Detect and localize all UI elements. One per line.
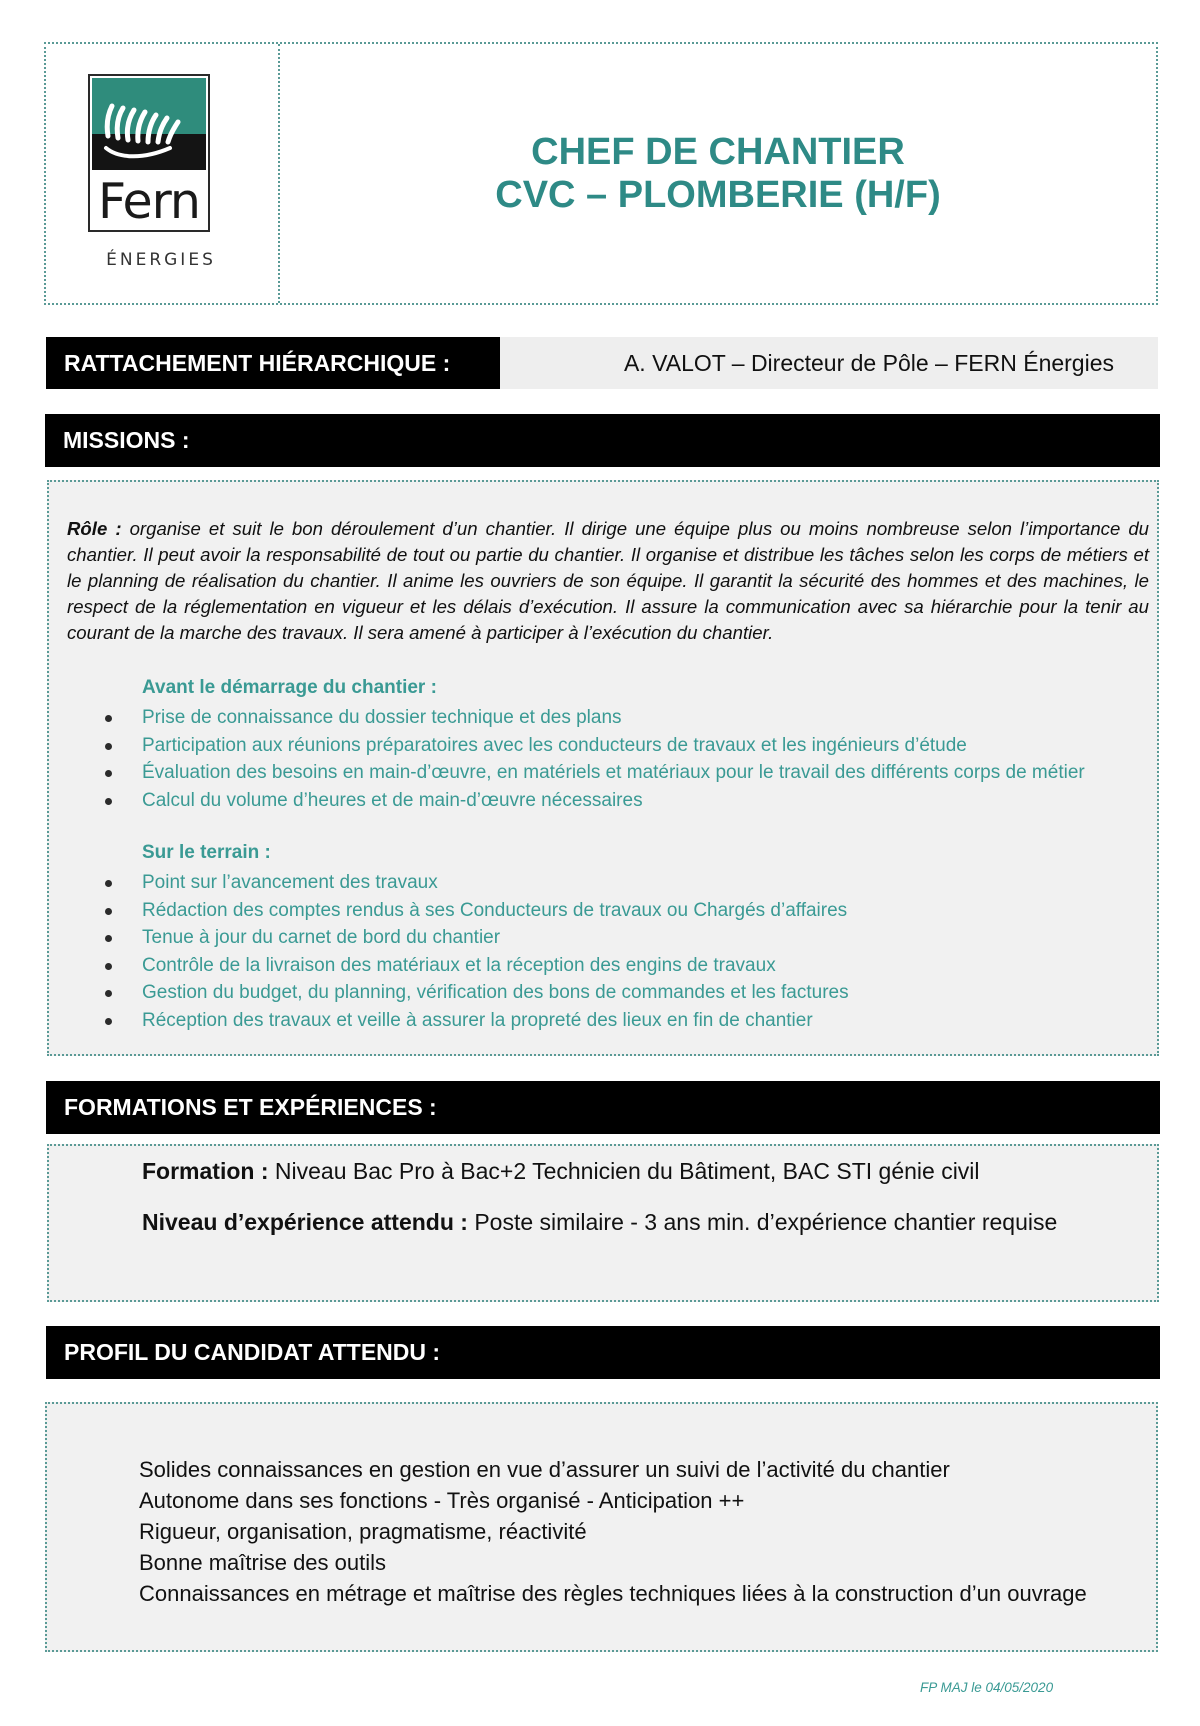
- list-item: Réception des travaux et veille à assurer la propreté des lieux en fin de chantier: [105, 1007, 849, 1035]
- list-item: Calcul du volume d’heures et de main-d’œuvre nécessaires: [105, 787, 1085, 815]
- list-item: Prise de connaissance du dossier technique et des plans: [105, 704, 1085, 732]
- avant-title: Avant le démarrage du chantier :: [142, 677, 437, 698]
- avant-list: [105, 704, 1085, 814]
- list-item: Rigueur, organisation, pragmatisme, réactivité: [139, 1519, 587, 1544]
- formation-line: [142, 1158, 980, 1185]
- role-paragraph: [67, 516, 1149, 646]
- rattachement-value: A. VALOT – Directeur de Pôle – FERN Énergies: [500, 337, 1158, 389]
- formations-header: FORMATIONS ET EXPÉRIENCES :: [46, 1081, 1160, 1134]
- terrain-list: [105, 869, 849, 1034]
- experience-line: [142, 1209, 1057, 1236]
- role-text: organise et suit le bon déroulement d’un chantier. Il dirige une équipe plus ou moins nombreuse selon l’importance du chantier. Il peut avoir la responsabilité de tout ou partie du chantier. Il organise et distribue les tâches selon les corps de métiers et le planning de réalisation du chantier. Il anime les ouvriers de son équipe. Il garantit la sécurité des hommes et des machines, le respect de la réglementation en vigueur et les délais d’exécution. Il assure la communication avec sa hiérarchie pour la tenir au courant de la marche des travaux. Il sera amené à participer à l’exécution du chantier.: [67, 518, 1150, 643]
- profil-list: [139, 1454, 1087, 1609]
- title-line-1: CHEF DE CHANTIER: [531, 130, 905, 173]
- footer-note: FP MAJ le 04/05/2020: [920, 1680, 1054, 1695]
- formations-panel: [47, 1144, 1159, 1302]
- company-logo: [88, 74, 210, 232]
- list-item: Rédaction des comptes rendus à ses Conducteurs de travaux ou Chargés d’affaires: [105, 897, 849, 925]
- fern-leaf-icon: [92, 78, 206, 170]
- list-item: Bonne maîtrise des outils: [139, 1550, 387, 1575]
- missions-header: MISSIONS :: [45, 414, 1160, 467]
- title-line-2: CVC – PLOMBERIE (H/F): [495, 173, 941, 216]
- list-item: Évaluation des besoins en main-d’œuvre, en matériels et matériaux pour le travail des différents corps de métier: [105, 759, 1085, 787]
- profil-panel: [45, 1402, 1158, 1652]
- experience-value: Poste similaire - 3 ans min. d’expérience chantier requise: [467, 1209, 1058, 1235]
- page-title: [280, 44, 1156, 303]
- list-item: Solides connaissances en gestion en vue d’assurer un suivi de l’activité du chantier: [139, 1457, 950, 1482]
- list-item: Contrôle de la livraison des matériaux et la réception des engins de travaux: [105, 952, 849, 980]
- logo-word: Fern: [98, 173, 200, 230]
- list-item: Point sur l’avancement des travaux: [105, 869, 849, 897]
- missions-panel: [47, 480, 1159, 1056]
- role-label: Rôle :: [67, 518, 122, 539]
- header-box: [44, 42, 1158, 305]
- list-item: Autonome dans ses fonctions - Très organisé - Anticipation ++: [139, 1488, 745, 1513]
- formation-value: Niveau Bac Pro à Bac+2 Technicien du Bâtiment, BAC STI génie civil: [268, 1158, 980, 1184]
- logo-subtitle: ÉNERGIES: [106, 250, 216, 270]
- terrain-title: Sur le terrain :: [142, 842, 271, 863]
- list-item: Participation aux réunions préparatoires avec les conducteurs de travaux et les ingénieurs d’étude: [105, 732, 1085, 760]
- list-item: Connaissances en métrage et maîtrise des règles techniques liées à la construction d’un ouvrage: [139, 1581, 1087, 1606]
- formation-label: Formation :: [142, 1158, 269, 1184]
- list-item: Gestion du budget, du planning, vérification des bons de commandes et les factures: [105, 979, 849, 1007]
- experience-label: Niveau d’expérience attendu :: [142, 1209, 468, 1235]
- list-item: Tenue à jour du carnet de bord du chantier: [105, 924, 849, 952]
- rattachement-label: RATTACHEMENT HIÉRARCHIQUE :: [46, 337, 500, 389]
- profil-header: PROFIL DU CANDIDAT ATTENDU :: [46, 1326, 1160, 1379]
